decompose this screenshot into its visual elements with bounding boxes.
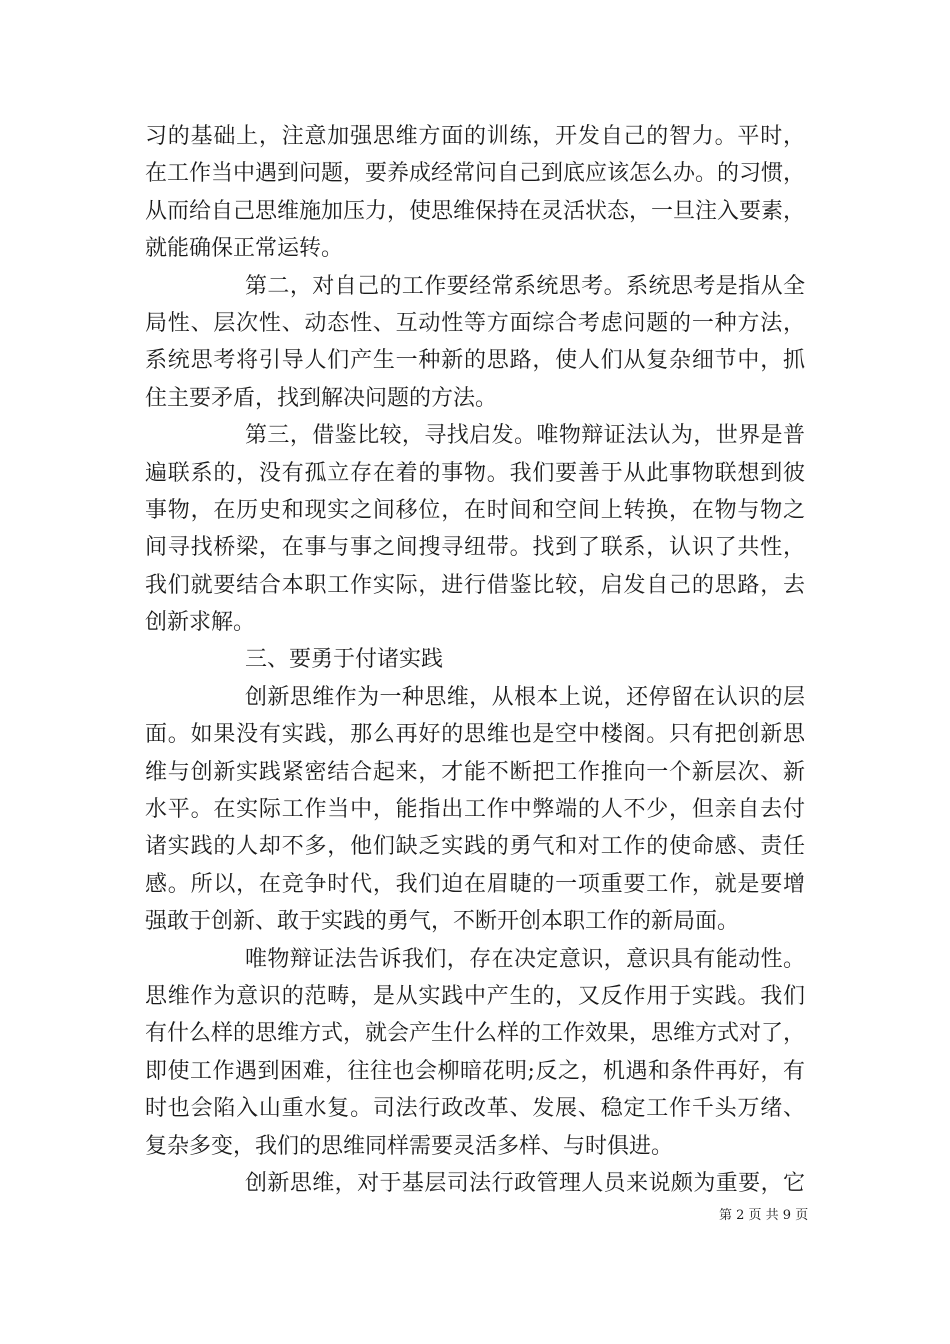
text-line: 从而给自己思维施加压力，使思维保持在灵活状态，一旦注入要素，	[145, 198, 806, 224]
text-line: 就能确保正常运转。	[145, 236, 344, 262]
text-line: 思维作为意识的范畴，是从实践中产生的，又反作用于实践。我们	[145, 983, 805, 1009]
text-line: 在工作当中遇到问题，要养成经常问自己到底应该怎么办。的习惯，	[145, 161, 806, 187]
paragraph-first-line: 唯物辩证法告诉我们，存在决定意识，意识具有能动性。	[245, 946, 805, 972]
text-line: 局性、层次性、动态性、互动性等方面综合考虑问题的一种方法，	[145, 310, 805, 336]
section-heading: 三、要勇于付诸实践	[245, 647, 444, 673]
paragraph-first-line: 创新思维，对于基层司法行政管理人员来说颇为重要，它	[245, 1170, 805, 1196]
text-line: 强敢于创新、敢于实践的勇气，不断开创本职工作的新局面。	[145, 909, 740, 935]
text-line: 面。如果没有实践，那么再好的思维也是空中楼阁。只有把创新思	[145, 722, 805, 748]
text-line: 创新求解。	[145, 610, 256, 636]
paragraph-first-line: 第二，对自己的工作要经常系统思考。系统思考是指从全	[245, 273, 805, 299]
text-line: 住主要矛盾，找到解决问题的方法。	[145, 385, 498, 411]
text-line: 事物，在历史和现实之间移位，在时间和空间上转换，在物与物之	[145, 497, 805, 523]
text-line: 诸实践的人却不多，他们缺乏实践的勇气和对工作的使命感、责任	[145, 834, 805, 860]
page-number-footer: 第 2 页 共 9 页	[719, 1208, 809, 1223]
text-line: 有什么样的思维方式，就会产生什么样的工作效果，思维方式对了，	[145, 1021, 806, 1047]
text-line: 复杂多变，我们的思维同样需要灵活多样、与时俱进。	[145, 1133, 674, 1159]
text-line: 间寻找桥梁，在事与事之间搜寻纽带。找到了联系，认识了共性，	[145, 535, 805, 561]
text-line: 时也会陷入山重水复。司法行政改革、发展、稳定工作千头万绪、	[145, 1096, 805, 1122]
text-line: 习的基础上，注意加强思维方面的训练，开发自己的智力。平时，	[145, 124, 805, 149]
text-line: 水平。在实际工作当中，能指出工作中弊端的人不少，但亲自去付	[145, 797, 805, 823]
body-text	[145, 118, 805, 1202]
paragraph-first-line: 创新思维作为一种思维，从根本上说，还停留在认识的层	[245, 684, 805, 710]
text-line: 我们就要结合本职工作实际，进行借鉴比较，启发自己的思路，去	[145, 572, 805, 598]
text-line: 维与创新实践紧密结合起来，才能不断把工作推向一个新层次、新	[145, 759, 805, 785]
text-line: 即使工作遇到困难，往往也会柳暗花明;反之，机遇和条件再好，有	[145, 1058, 805, 1084]
text-line: 系统思考将引导人们产生一种新的思路，使人们从复杂细节中，抓	[145, 348, 805, 374]
text-line: 遍联系的，没有孤立存在着的事物。我们要善于从此事物联想到彼	[145, 460, 805, 486]
text-line: 感。所以，在竞争时代，我们迫在眉睫的一项重要工作，就是要增	[145, 871, 805, 897]
paragraph-first-line: 第三，借鉴比较，寻找启发。唯物辩证法认为，世界是普	[245, 423, 805, 449]
